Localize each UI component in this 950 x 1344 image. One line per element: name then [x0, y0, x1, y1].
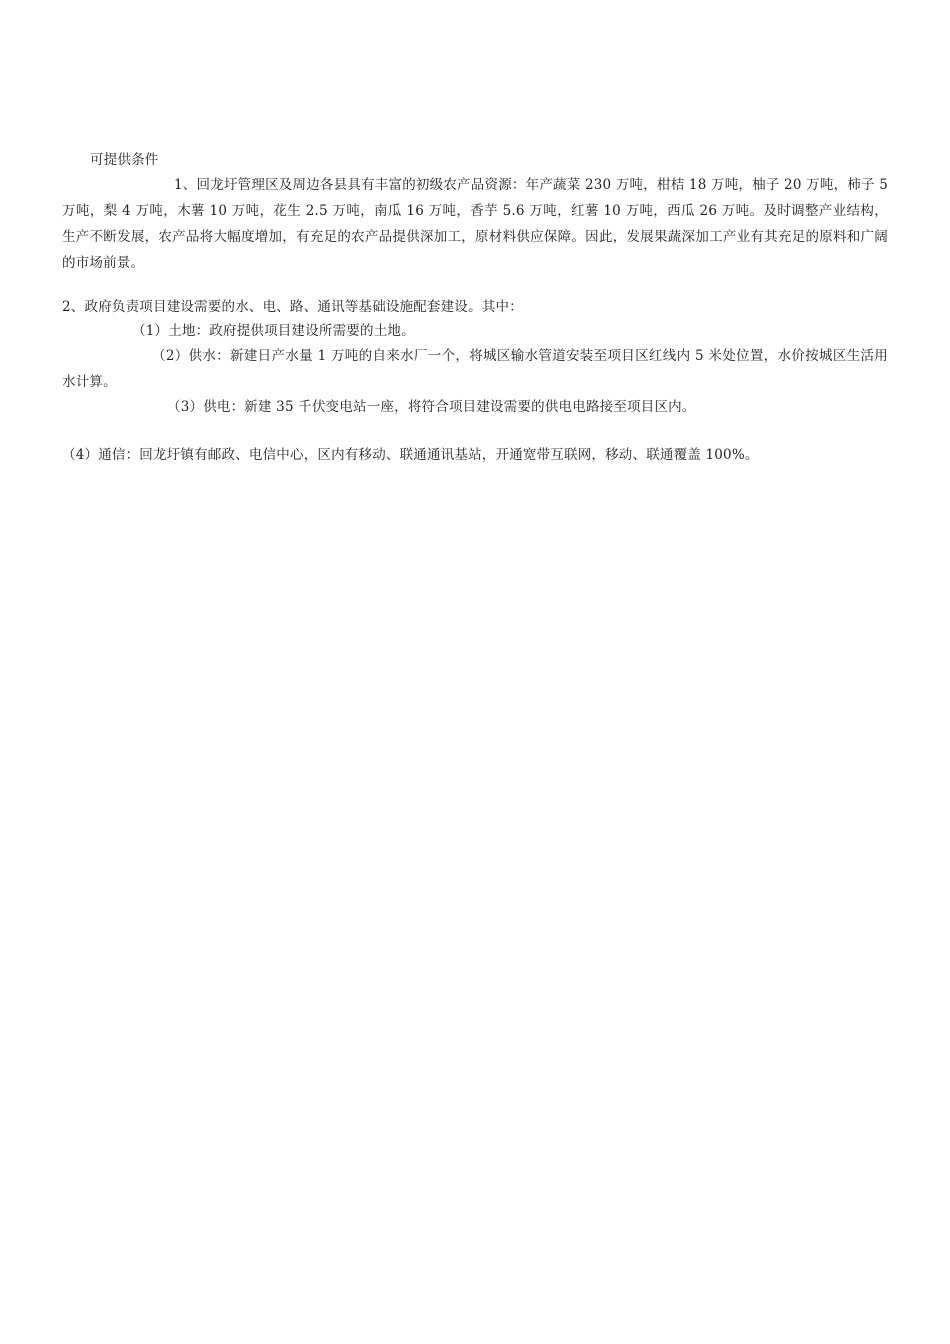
paragraph-land: （1）土地：政府提供项目建设所需要的土地。	[132, 323, 415, 339]
section-heading: 可提供条件	[90, 152, 159, 168]
paragraph-water-supply: （2）供水：新建日产水量 1 万吨的自来水厂一个，将城区输水管道安装至项目区红线内 5 米处位置，水价按城区生活用水计算。	[62, 348, 888, 390]
paragraph-communications: （4）通信：回龙圩镇有邮政、电信中心，区内有移动、联通通讯基站，开通宽带互联网，移动、联通覆盖 100%。	[62, 447, 759, 463]
paragraph-power-supply: （3）供电：新建 35 千伏变电站一座，将符合项目建设需要的供电电路接至项目区内。	[167, 399, 696, 415]
paragraph-agricultural-resources: 1、回龙圩管理区及周边各县具有丰富的初级农产品资源：年产蔬菜 230 万吨，柑桔 18 万吨，柚子 20 万吨，柿子 5 万吨，梨 4 万吨，木薯 10 万吨，花生 2.5 万吨，南瓜 16 万吨，香芋 5.6 万吨，红薯 10 万吨，西瓜 26 万吨。及时调整产业结构，生产不断发展，农产品将大幅度增加，有充足的农产品提供深加工，原材料供应保障。因此，发展果蔬深加工产业有其充足的原料和广阔的市场前景。	[62, 177, 888, 271]
paragraph-infrastructure-intro: 2、政府负责项目建设需要的水、电、路、通讯等基础设施配套建设。其中：	[62, 299, 523, 315]
